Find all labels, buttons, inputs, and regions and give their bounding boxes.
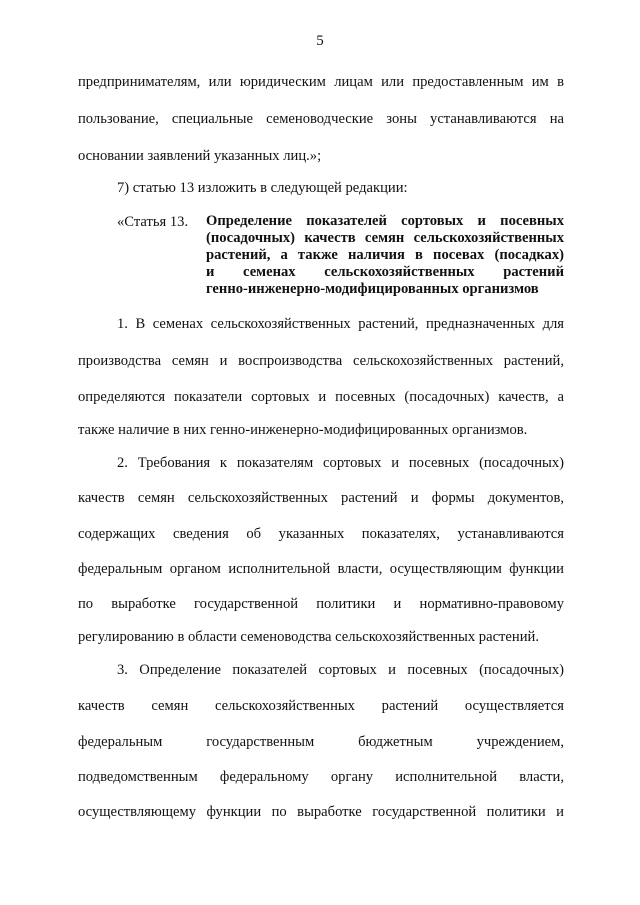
paragraph-3-line: качеств семян сельскохозяйственных растений осуществляется — [78, 698, 564, 714]
page-number: 5 — [316, 33, 324, 49]
text-line: основании заявлений указанных лиц.»; — [78, 148, 322, 164]
paragraph-2-line: содержащих сведения об указанных показателях, устанавливаются — [78, 526, 564, 542]
paragraph-2-line: регулированию в области семеноводства сельскохозяйственных растений. — [78, 629, 539, 645]
paragraph-3-line: осуществляющему функции по выработке государственной политики и — [78, 804, 564, 820]
paragraph-1-line: 1. В семенах сельскохозяйственных растений, предназначенных для — [117, 316, 564, 332]
article-label: «Статья 13. — [117, 214, 189, 230]
paragraph-1-line: также наличие в них генно-инженерно-модифицированных организмов. — [78, 422, 528, 438]
paragraph-3-line: федеральным государственным бюджетным учреждением, — [78, 734, 564, 750]
paragraph-1-line: производства семян и воспроизводства сельскохозяйственных растений, — [78, 353, 564, 369]
paragraph-1-line: определяются показатели сортовых и посевных (посадочных) качеств, а — [78, 389, 564, 405]
paragraph-3-line: подведомственным федеральному органу исполнительной власти, — [78, 769, 564, 785]
paragraph-2-line: федеральным органом исполнительной власти, осуществляющим функции — [78, 561, 564, 577]
article-title-line: растений, а также наличия в посевах (посадках) — [206, 247, 564, 263]
article-title-line: (посадочных) качеств семян сельскохозяйственных — [206, 230, 564, 246]
paragraph-2-line: 2. Требования к показателям сортовых и посевных (посадочных) — [117, 455, 564, 471]
paragraph-3-line: 3. Определение показателей сортовых и посевных (посадочных) — [117, 662, 564, 678]
article-title-line: и семенах сельскохозяйственных растений — [206, 264, 564, 280]
paragraph-2-line: качеств семян сельскохозяйственных растений и формы документов, — [78, 490, 564, 506]
article-title-line: генно-инженерно-модифицированных организмов — [206, 281, 539, 297]
paragraph-2-line: по выработке государственной политики и нормативно-правовому — [78, 596, 564, 612]
amendment-line: 7) статью 13 изложить в следующей редакции: — [117, 180, 408, 196]
article-title-line: Определение показателей сортовых и посевных — [206, 213, 564, 229]
text-line: пользование, специальные семеноводческие зоны устанавливаются на — [78, 111, 564, 127]
text-line: предпринимателям, или юридическим лицам или предоставленным им в — [78, 74, 564, 90]
